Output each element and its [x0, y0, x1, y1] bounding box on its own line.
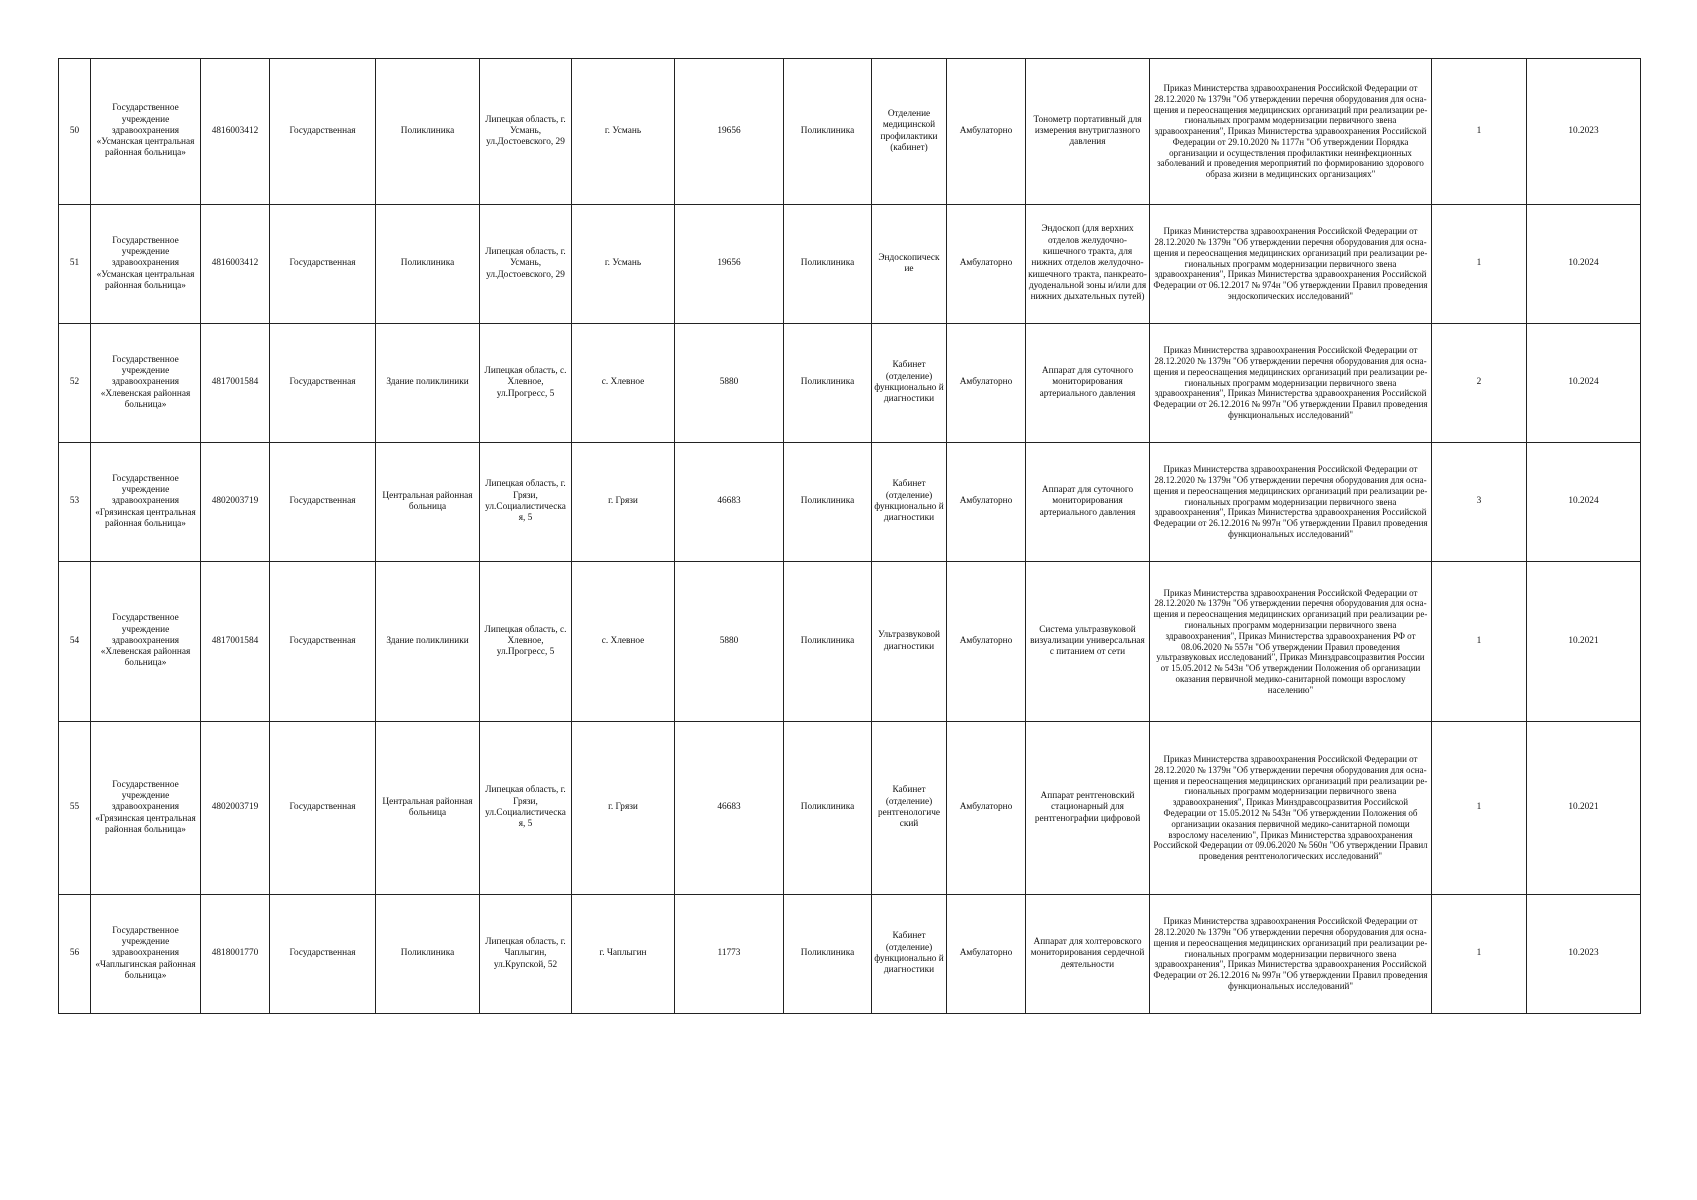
population-cell: 46683	[675, 722, 784, 895]
building-cell: Поликлиника	[376, 205, 480, 324]
building-cell: Поликлиника	[376, 895, 480, 1014]
facility-type-cell: Поликлиника	[784, 324, 872, 443]
care-form-cell: Амбулаторно	[947, 443, 1026, 562]
table-row	[59, 562, 1641, 722]
delivery-date-cell: 10.2021	[1527, 562, 1641, 722]
care-form-cell: Амбулаторно	[947, 562, 1026, 722]
department-cell: Отделение медицинской профилактики (кабинет)	[872, 59, 947, 205]
organization-cell: Государственное учреждение здравоохранения «Чаплыгинская районная больница»	[91, 895, 201, 1014]
population-cell: 46683	[675, 443, 784, 562]
row-number-cell: 55	[59, 722, 91, 895]
table-row	[59, 59, 1641, 205]
building-cell: Здание поликлиники	[376, 562, 480, 722]
population-cell: 19656	[675, 59, 784, 205]
row-number-cell: 56	[59, 895, 91, 1014]
row-number-cell: 50	[59, 59, 91, 205]
building-cell: Центральная районная больница	[376, 722, 480, 895]
inn-cell: 4817001584	[201, 324, 270, 443]
facility-type-cell: Поликлиника	[784, 59, 872, 205]
address-cell: Липецкая область, с. Хлевное, ул.Прогресс, 5	[480, 324, 572, 443]
table-row	[59, 722, 1641, 895]
delivery-date-cell: 10.2024	[1527, 205, 1641, 324]
inn-cell: 4818001770	[201, 895, 270, 1014]
equipment-cell: Эндоскоп (для верхних отделов желудочно-кишечного тракта, для нижних отделов желудочно-кишечного тракта, панкреато-дуоденальной зоны и/или для нижних дыхательных путей)	[1026, 205, 1150, 324]
equipment-cell: Тонометр портативный для измерения внутриглазного давления	[1026, 59, 1150, 205]
delivery-date-cell: 10.2023	[1527, 59, 1641, 205]
population-cell: 19656	[675, 205, 784, 324]
organization-cell: Государственное учреждение здравоохранения «Грязинская центральная районная больница»	[91, 722, 201, 895]
table-row	[59, 443, 1641, 562]
address-cell: Липецкая область, г. Усмань, ул.Достоевского, 29	[480, 205, 572, 324]
ownership-cell: Государственная	[270, 895, 376, 1014]
equipment-cell: Аппарат рентгеновский стационарный для рентгенографии цифровой	[1026, 722, 1150, 895]
facility-type-cell: Поликлиника	[784, 443, 872, 562]
quantity-cell: 1	[1432, 205, 1527, 324]
address-cell: Липецкая область, с. Хлевное, ул.Прогресс, 5	[480, 562, 572, 722]
organization-cell: Государственное учреждение здравоохранения «Усманская центральная районная больница»	[91, 205, 201, 324]
building-cell: Поликлиника	[376, 59, 480, 205]
ownership-cell: Государственная	[270, 443, 376, 562]
building-cell: Здание поликлиники	[376, 324, 480, 443]
address-cell: Липецкая область, г. Грязи, ул.Социалистическа я, 5	[480, 443, 572, 562]
legal-basis-cell: Приказ Министерства здравоохранения Российской Федерации от 28.12.2020 № 1379н "Об утверждении перечня оборудования для осна-щения и переоснащения медицинских организаций при реализации ре-гиональных программ модернизации первичного звена здравоохранения", Приказ Министерства здравоохранения Российской Федерации от 26.12.2016 № 997н "Об утверждении Правил проведения функциональных исследований"	[1150, 324, 1432, 443]
quantity-cell: 1	[1432, 59, 1527, 205]
department-cell: Ультразвуковой диагностики	[872, 562, 947, 722]
care-form-cell: Амбулаторно	[947, 895, 1026, 1014]
legal-basis-cell: Приказ Министерства здравоохранения Российской Федерации от 28.12.2020 № 1379н "Об утверждении перечня оборудования для осна-щения и переоснащения медицинских организаций при реализации ре-гиональных программ модернизации первичного звена здравоохранения", Приказ Министерства здравоохранения РФ от 08.06.2020 № 557н "Об утверждении Правил проведения ультразвуковых исследований", Приказ Минздравсоцразвития России от 15.05.2012 № 543н "Об утверждении Положения об организации оказания первичной медико-санитарной помощи взрослому населению"	[1150, 562, 1432, 722]
organization-cell: Государственное учреждение здравоохранения «Хлевенская районная больница»	[91, 562, 201, 722]
delivery-date-cell: 10.2024	[1527, 443, 1641, 562]
inn-cell: 4802003719	[201, 722, 270, 895]
row-number-cell: 54	[59, 562, 91, 722]
locality-cell: г. Усмань	[572, 205, 675, 324]
ownership-cell: Государственная	[270, 59, 376, 205]
equipment-table	[58, 58, 1641, 1014]
legal-basis-cell: Приказ Министерства здравоохранения Российской Федерации от 28.12.2020 № 1379н "Об утверждении перечня оборудования для осна-щения и переоснащения медицинских организаций при реализации ре-гиональных программ модернизации первичного звена здравоохранения", Приказ Министерства здравоохранения Российской Федерации от 29.10.2020 № 1177н "Об утверждении Порядка организации и осуществления профилактики неинфекционных заболеваний и проведения мероприятий по формированию здорового образа жизни в медицинских организациях"	[1150, 59, 1432, 205]
delivery-date-cell: 10.2023	[1527, 895, 1641, 1014]
facility-type-cell: Поликлиника	[784, 722, 872, 895]
department-cell: Кабинет (отделение) функционально й диагностики	[872, 443, 947, 562]
organization-cell: Государственное учреждение здравоохранения «Грязинская центральная районная больница»	[91, 443, 201, 562]
legal-basis-cell: Приказ Министерства здравоохранения Российской Федерации от 28.12.2020 № 1379н "Об утверждении перечня оборудования для осна-щения и переоснащения медицинских организаций при реализации ре-гиональных программ модернизации первичного звена здравоохранения", Приказ Министерства здравоохранения Российской Федерации от 06.12.2017 № 974н "Об утверждении Правил проведения эндоскопических исследований"	[1150, 205, 1432, 324]
locality-cell: г. Усмань	[572, 59, 675, 205]
table-row	[59, 205, 1641, 324]
row-number-cell: 52	[59, 324, 91, 443]
department-cell: Кабинет (отделение) рентгенологиче ский	[872, 722, 947, 895]
locality-cell: г. Грязи	[572, 722, 675, 895]
population-cell: 11773	[675, 895, 784, 1014]
organization-cell: Государственное учреждение здравоохранения «Хлевенская районная больница»	[91, 324, 201, 443]
facility-type-cell: Поликлиника	[784, 205, 872, 324]
row-number-cell: 51	[59, 205, 91, 324]
locality-cell: г. Чаплыгин	[572, 895, 675, 1014]
inn-cell: 4816003412	[201, 59, 270, 205]
ownership-cell: Государственная	[270, 722, 376, 895]
organization-cell: Государственное учреждение здравоохранения «Усманская центральная районная больница»	[91, 59, 201, 205]
department-cell: Эндоскопическ ие	[872, 205, 947, 324]
quantity-cell: 1	[1432, 562, 1527, 722]
table-row	[59, 324, 1641, 443]
inn-cell: 4816003412	[201, 205, 270, 324]
care-form-cell: Амбулаторно	[947, 59, 1026, 205]
legal-basis-cell: Приказ Министерства здравоохранения Российской Федерации от 28.12.2020 № 1379н "Об утверждении перечня оборудования для осна-щения и переоснащения медицинских организаций при реализации ре-гиональных программ модернизации первичного звена здравоохранения", Приказ Минздравсоцразвития Российской Федерации от 15.05.2012 № 543н "Об утверждении Положения об организации оказания первичной медико-санитарной помощи взрослому населению", Приказ Министерства здравоохранения Российской Федерации от 09.06.2020 № 560н "Об утверждении Правил проведения рентгенологических исследований"	[1150, 722, 1432, 895]
ownership-cell: Государственная	[270, 562, 376, 722]
address-cell: Липецкая область, г. Усмань, ул.Достоевского, 29	[480, 59, 572, 205]
facility-type-cell: Поликлиника	[784, 895, 872, 1014]
quantity-cell: 3	[1432, 443, 1527, 562]
address-cell: Липецкая область, г. Чаплыгин, ул.Крупской, 52	[480, 895, 572, 1014]
department-cell: Кабинет (отделение) функционально й диагностики	[872, 324, 947, 443]
equipment-cell: Аппарат для суточного мониторирования артериального давления	[1026, 324, 1150, 443]
care-form-cell: Амбулаторно	[947, 722, 1026, 895]
population-cell: 5880	[675, 324, 784, 443]
table-row	[59, 895, 1641, 1014]
quantity-cell: 2	[1432, 324, 1527, 443]
address-cell: Липецкая область, г. Грязи, ул.Социалистическа я, 5	[480, 722, 572, 895]
ownership-cell: Государственная	[270, 205, 376, 324]
locality-cell: с. Хлевное	[572, 324, 675, 443]
equipment-cell: Аппарат для холтеровского мониторирования сердечной деятельности	[1026, 895, 1150, 1014]
quantity-cell: 1	[1432, 895, 1527, 1014]
delivery-date-cell: 10.2021	[1527, 722, 1641, 895]
legal-basis-cell: Приказ Министерства здравоохранения Российской Федерации от 28.12.2020 № 1379н "Об утверждении перечня оборудования для осна-щения и переоснащения медицинских организаций при реализации ре-гиональных программ модернизации первичного звена здравоохранения", Приказ Министерства здравоохранения Российской Федерации от 26.12.2016 № 997н "Об утверждении Правил проведения функциональных исследований"	[1150, 443, 1432, 562]
delivery-date-cell: 10.2024	[1527, 324, 1641, 443]
equipment-cell: Аппарат для суточного мониторирования артериального давления	[1026, 443, 1150, 562]
locality-cell: г. Грязи	[572, 443, 675, 562]
row-number-cell: 53	[59, 443, 91, 562]
population-cell: 5880	[675, 562, 784, 722]
building-cell: Центральная районная больница	[376, 443, 480, 562]
inn-cell: 4817001584	[201, 562, 270, 722]
facility-type-cell: Поликлиника	[784, 562, 872, 722]
care-form-cell: Амбулаторно	[947, 205, 1026, 324]
locality-cell: с. Хлевное	[572, 562, 675, 722]
legal-basis-cell: Приказ Министерства здравоохранения Российской Федерации от 28.12.2020 № 1379н "Об утверждении перечня оборудования для осна-щения и переоснащения медицинских организаций при реализации ре-гиональных программ модернизации первичного звена здравоохранения", Приказ Министерства здравоохранения Российской Федерации от 26.12.2016 № 997н "Об утверждении Правил проведения функциональных исследований"	[1150, 895, 1432, 1014]
quantity-cell: 1	[1432, 722, 1527, 895]
ownership-cell: Государственная	[270, 324, 376, 443]
department-cell: Кабинет (отделение) функционально й диагностики	[872, 895, 947, 1014]
equipment-cell: Система ультразвуковой визуализации универсальная с питанием от сети	[1026, 562, 1150, 722]
inn-cell: 4802003719	[201, 443, 270, 562]
care-form-cell: Амбулаторно	[947, 324, 1026, 443]
